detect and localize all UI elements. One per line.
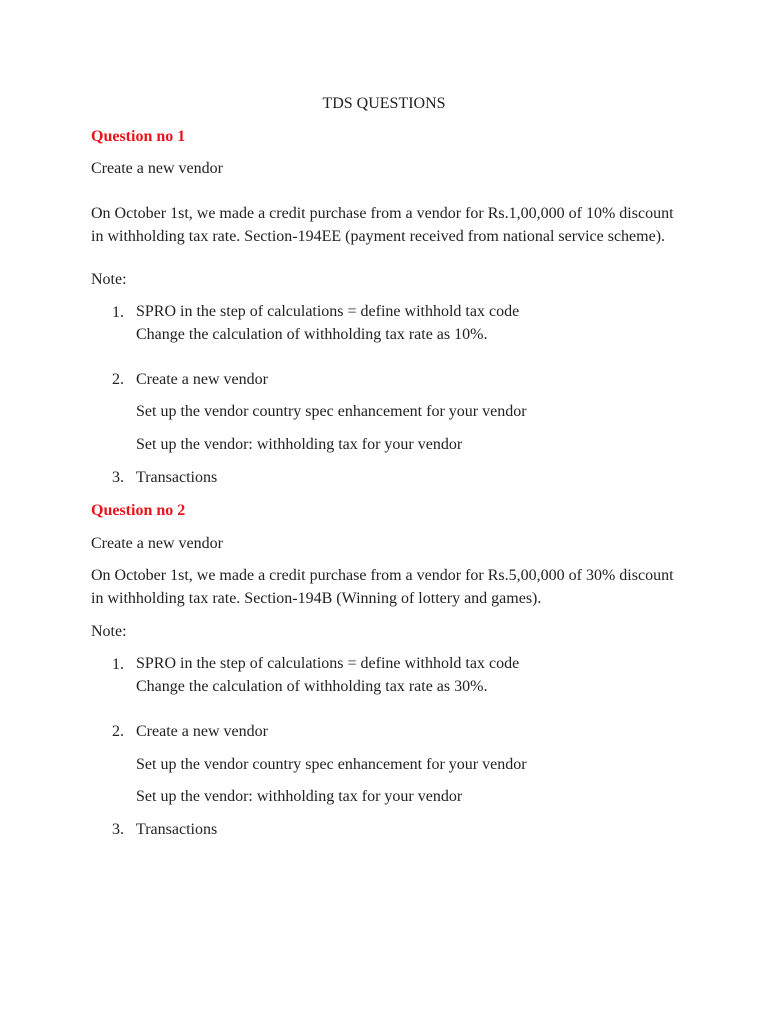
- question-1-step-2-line-3: Set up the vendor: withholding tax for your vendor: [136, 436, 463, 453]
- question-1-step-1-line-2: Change the calculation of withholding tax rate as 10%.: [136, 325, 488, 343]
- question-1-step-1-line-1: SPRO in the step of calculations = define withhold tax code: [136, 303, 520, 320]
- question-1-note-label: Note:: [91, 271, 127, 288]
- question-1-subtitle: Create a new vendor: [91, 160, 223, 177]
- question-1-step-2-number: 2.: [112, 371, 124, 388]
- question-2-step-3-line-1: Transactions: [136, 821, 218, 838]
- question-2-step-2-line-2: Set up the vendor country spec enhancement for your vendor: [136, 756, 527, 773]
- question-2-step-2-line-1: Create a new vendor: [136, 723, 268, 740]
- question-2-step-2-number: 2.: [112, 723, 124, 740]
- question-2-step-3-number: 3.: [112, 821, 124, 838]
- question-1-step-3-number: 3.: [112, 469, 124, 486]
- document-title: TDS QUESTIONS: [322, 95, 446, 112]
- question-1-step-2-line-1: Create a new vendor: [136, 371, 268, 388]
- question-1-step-1: [136, 301, 519, 346]
- question-1-heading: Question no 1: [91, 128, 186, 145]
- question-2-heading: Question no 2: [91, 502, 186, 519]
- question-1-step-3-line-1: Transactions: [136, 469, 218, 486]
- question-2-step-1-line-2: Change the calculation of withholding tax rate as 30%.: [136, 677, 488, 695]
- question-2-description: On October 1st, we made a credit purchase from a vendor for Rs.5,00,000 of 30% discount in withholding tax rate. Section-194B (Winning of lottery and games).: [91, 567, 674, 607]
- question-2-step-1-line-1: SPRO in the step of calculations = define withhold tax code: [136, 655, 520, 672]
- question-1-step-2-line-2: Set up the vendor country spec enhancement for your vendor: [136, 403, 527, 420]
- question-2-step-2-line-3: Set up the vendor: withholding tax for your vendor: [136, 788, 463, 805]
- question-1-step-1-number: 1.: [112, 304, 124, 321]
- question-2-note-label: Note:: [91, 623, 127, 640]
- question-2-subtitle: Create a new vendor: [91, 535, 223, 552]
- question-2-step-1: [136, 653, 519, 698]
- question-2-step-1-number: 1.: [112, 656, 124, 673]
- question-1-description: On October 1st, we made a credit purchase from a vendor for Rs.1,00,000 of 10% discount in withholding tax rate. Section-194EE (payment received from national service scheme).: [91, 205, 674, 245]
